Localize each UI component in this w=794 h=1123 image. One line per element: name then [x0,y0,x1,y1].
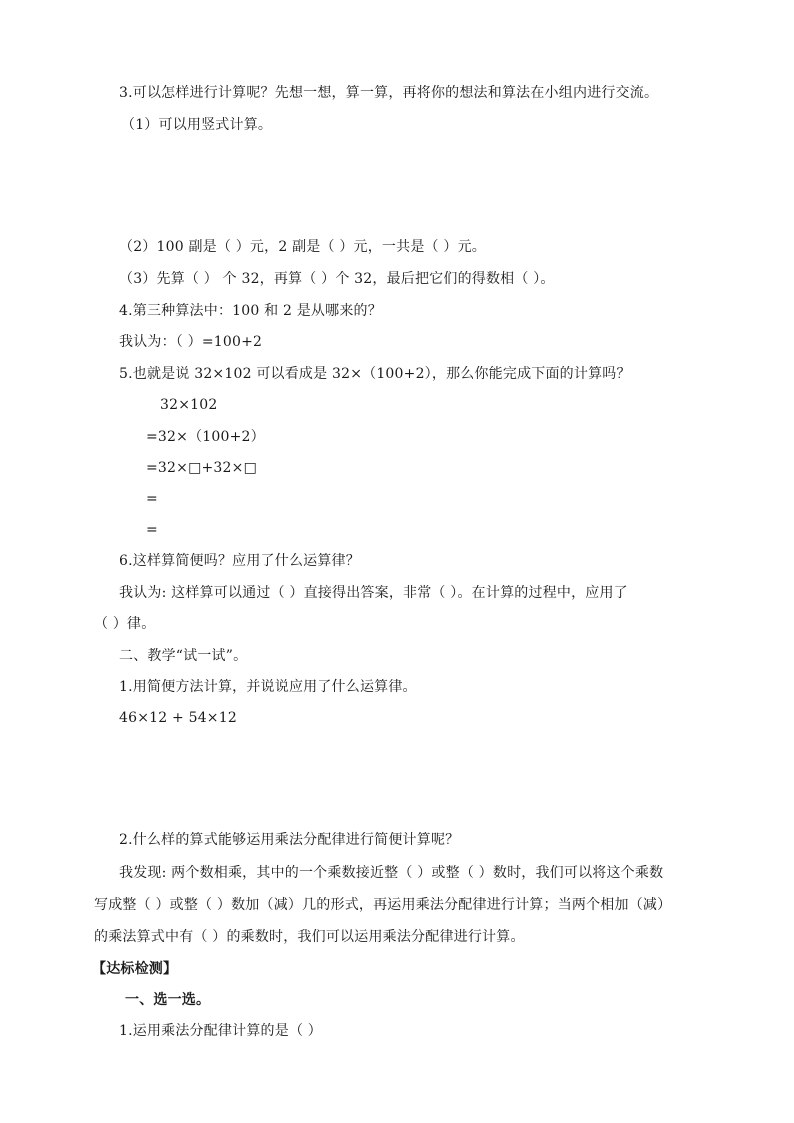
choose-question-1: 1.运用乘法分配律计算的是（ ） [119,1023,323,1039]
question-3-part-1: （1）可以用竖式计算。 [121,117,273,133]
question-4: 4.第三种算法中：100 和 2 是从哪来的？ [119,303,382,319]
question-6-answer-line-2: （ ）律。 [94,616,156,632]
question-6-answer-line-1: 我认为: 这样算可以通过（ ）直接得出答案，非常（ ）。在计算的过程中，应用了 [119,585,628,601]
calculation-step-4: = [146,491,158,507]
calculation-step-2: =32×（100+2） [146,429,265,445]
choose-section-heading: 一、选一选。 [125,992,211,1008]
question-6: 6.这样算简便吗？应用了什么运算律？ [119,553,360,569]
question-3-part-3: （3）先算（ ） 个 32，再算（ ）个 32，最后把它们的得数相（ ）。 [119,271,555,287]
section-2-question-1: 1.用简便方法计算，并说说应用了什么运算律。 [119,679,417,695]
finding-line-1: 我发现: 两个数相乘，其中的一个乘数接近整（ ）或整（ ）数时，我们可以将这个乘数 [119,865,664,881]
finding-line-2: 写成整（ ）或整（ ）数加（减）几的形式，再运用乘法分配律进行计算；当两个相加（减） [94,897,672,913]
section-2-question-2: 2.什么样的算式能够运用乘法分配律进行简便计算呢？ [119,832,460,848]
question-3: 3.可以怎样进行计算呢？先想一想，算一算，再将你的想法和算法在小组内进行交流。 [119,85,659,101]
check-section-heading: 【达标检测】 [92,961,178,977]
calculation-step-5: = [146,522,158,538]
finding-line-3: 的乘法算式中有（ ）的乘数时，我们可以运用乘法分配律进行计算。 [94,929,525,945]
section-2-expression: 46×12 + 54×12 [119,710,237,726]
question-4-answer: 我认为：（ ）=100+2 [119,334,263,350]
calculation-step-3: =32×□+32×□ [146,460,258,476]
question-5: 5.也就是说 32×102 可以看成是 32×（100+2），那么你能完成下面的计算吗？ [119,366,631,382]
section-2-heading: 二、教学“试一试”。 [119,648,248,664]
calculation-step-1: 32×102 [160,397,218,413]
question-3-part-2: （2）100 副是（ ）元，2 副是（ ）元，一共是（ ）元。 [119,239,486,255]
